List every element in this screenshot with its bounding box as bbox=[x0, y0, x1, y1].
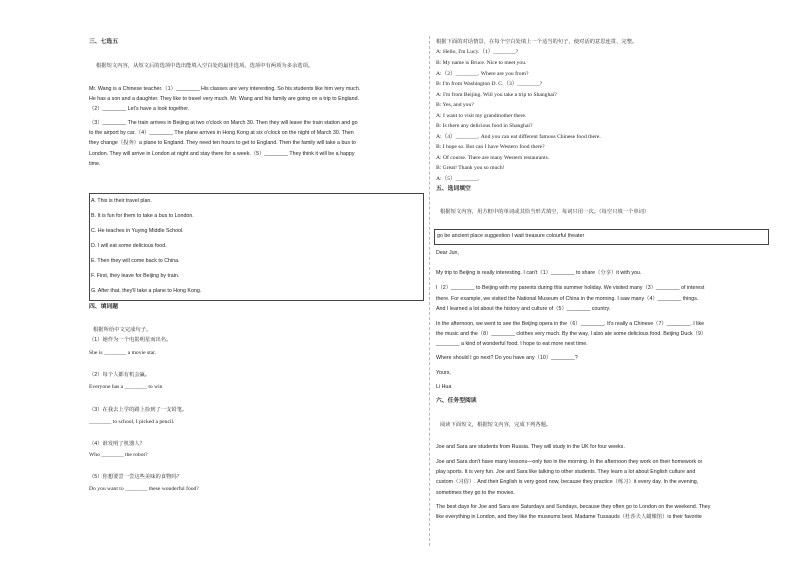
option-a: A. This is their travel plan. bbox=[91, 198, 152, 204]
dialog-line: A: I'm from Beijing. Will you take a trip to Shanghai? bbox=[436, 92, 557, 98]
letter-line: the music and the（8）________ clothes very much. By the way, I also ate some delicious food. Beijing Duck（9） bbox=[436, 331, 707, 337]
item-2-english: Everyone has a ________ to win bbox=[89, 384, 163, 390]
dialog-line: A: Of course. There are many Western restaurants. bbox=[436, 155, 550, 161]
letter-line: Where should I go next? Do you have any（10）________? bbox=[436, 355, 578, 361]
dialog-line: A:（2）________. Where are you from? bbox=[436, 71, 529, 77]
dialog-line: B: Great! Thank you so much! bbox=[436, 165, 505, 171]
letter-line: Li Hua bbox=[436, 384, 452, 390]
passage-line: （2）________ Let's have a look together. bbox=[89, 106, 190, 112]
reading-line: like everything in London, and they like the museums best. Madame Tussauds（杜莎夫人蜡像馆）is their favorite bbox=[436, 514, 702, 520]
dialog-line: B: Is there any delicious food in Shanghai? bbox=[436, 123, 533, 129]
reading-line: sometimes they go to the movies. bbox=[436, 490, 515, 496]
reading-line: play sports. It is very fun. Joe and Sara like talking to other students. They learn a lot about English culture and bbox=[436, 469, 696, 475]
letter-line: My trip to Beijing is really interesting. I can't（1）________ to share（分享）it with you. bbox=[436, 270, 642, 276]
section-6-heading: 六、任务型阅读 bbox=[436, 398, 477, 404]
dialog-line: A: I want to visit my grandmother there. bbox=[436, 113, 527, 119]
option-c: C. He teaches in Yuying Middle School. bbox=[91, 228, 184, 234]
option-f: F. First, they leave for Beijing by train. bbox=[91, 273, 180, 279]
letter-line: I（2）________ to Beijing with my parents during this summer holiday. We visited many（3）________ of interest bbox=[436, 285, 705, 291]
passage-line: （3）________ The train arrives in Beijing at two o'clock on March 30. Then they will leave the train station and go bbox=[89, 120, 358, 126]
option-d: D. I will eat some delicious food. bbox=[91, 243, 167, 249]
column-divider bbox=[429, 36, 430, 546]
option-g: G. After that, they'll take a plane to Hong Kong. bbox=[91, 288, 202, 294]
passage-line: He has a son and a daughter. They like to travel very much. Mr. Wang and his family are going on a trip to England. bbox=[89, 96, 359, 102]
letter-line: Yours, bbox=[436, 370, 451, 376]
letter-line: In the afternoon, we went to see the Beijing opera in the（6）________. It's really a Chinese（7）________. I like bbox=[436, 321, 705, 327]
passage-line: time. bbox=[89, 161, 101, 167]
passage-line: they change（投奔）a plane to England. They need ten hours to get to England. Then the family will take a bus to bbox=[89, 140, 356, 146]
section-3-heading: 三、七选五 bbox=[89, 39, 118, 45]
option-e: E. Then they will come back to China. bbox=[91, 258, 180, 264]
item-4-english: Who ________ the robot? bbox=[89, 452, 148, 458]
item-2-chinese: （2）每个人都有机会赢。 bbox=[89, 372, 151, 378]
section-5-instruction: 根据短文内容，用方框中的单词或其恰当形式填空，每词只用一次。（每空只填一个单词） bbox=[440, 209, 650, 215]
letter-line: ________ a kind of wonderful food. I hope to eat more next time. bbox=[436, 341, 588, 347]
section-4-heading: 四、填词题 bbox=[89, 304, 118, 310]
option-b: B. It is fun for them to take a bus to London. bbox=[91, 213, 194, 219]
dialog-line: B: I hope so. But can I have Western food there? bbox=[436, 144, 545, 150]
reading-line: The best days for Joe and Sara are Saturdays and Sundays, because they often go to London on the weekend. They bbox=[436, 504, 711, 510]
item-4-chinese: （4）谁发明了机器人？ bbox=[89, 441, 145, 447]
item-1-chinese: （1）她作为一个电影明星而出名。 bbox=[89, 337, 172, 343]
passage-line: London. They will arrive in London at night and stay there for a week.（5）________ They think it will be a happy bbox=[89, 151, 355, 157]
reading-line: custom（习俗）. And their English is very good now, because they practice（练习）it every day. In the evening, bbox=[436, 479, 699, 485]
item-5-english: Do you want to ________ these wonderful food? bbox=[89, 486, 199, 492]
letter-line: there. For example, we visited the National Museum of China in the morning. I saw many（4）________ things. bbox=[436, 296, 699, 302]
letter-line: And I learned a lot about the history and culture of（5）________ country. bbox=[436, 306, 611, 312]
item-5-chinese: （5）你想要尝一尝这些美味的食物吗？ bbox=[89, 474, 182, 480]
section-3-instruction: 根据短文内容，从短文后的选项中选出能填入空白处的最佳选项。选项中有两项为多余选项。 bbox=[96, 63, 314, 69]
reading-line: Joe and Sara don't have many lessons—only two in the morning. In the afternoon they work on their homework or bbox=[436, 459, 703, 465]
dialog-line: B: My name is Bruce. Nice to meet you. bbox=[436, 60, 527, 66]
passage-line: Mr. Wang is a Chinese teacher.（1）________ His classes are very interesting. So his students like him very much. bbox=[89, 86, 361, 92]
dialog-line: A: Hello, I'm Lucy.（1）________? bbox=[436, 49, 519, 55]
dialog-line: B: Yes, and you? bbox=[436, 102, 474, 108]
dialog-line: A:（5）________. bbox=[436, 176, 480, 182]
item-3-chinese: （3）在我去上学的路上捡到了一支铅笔。 bbox=[89, 407, 188, 413]
item-1-english: She is ________ a movie star. bbox=[89, 350, 157, 356]
section-4-instruction: 根据所给中文完成句子。 bbox=[93, 327, 152, 333]
dialog-line: A:（4）________. And you can eat different famous Chinese food there. bbox=[436, 134, 601, 140]
section-6-instruction: 阅读下面短文，根据短文内容，完成下列各题。 bbox=[440, 422, 552, 428]
dialog-line: B: I'm from Washington D. C.（3）________? bbox=[436, 81, 543, 87]
letter-line: Dear Jun, bbox=[436, 250, 459, 256]
reading-line: Joe and Sara are students from Russia. They will study in the UK for four weeks. bbox=[436, 444, 625, 450]
word-box-text: go be ancient place suggestion I wait treasure colourful theater bbox=[437, 233, 585, 239]
passage-line: to the airport by car.（4）________ The plane arrives in Hong Kong at six o'clock on the night of March 30. Then bbox=[89, 130, 354, 136]
section-5-heading: 五、选词填空 bbox=[436, 186, 471, 192]
dialog-instruction: 根据下面的对话情景，在每个空白处填上一个适当的句子，使对话的意思连贯、完整。 bbox=[436, 39, 638, 45]
item-3-english: ________ to school, I picked a pencil. bbox=[89, 419, 175, 425]
